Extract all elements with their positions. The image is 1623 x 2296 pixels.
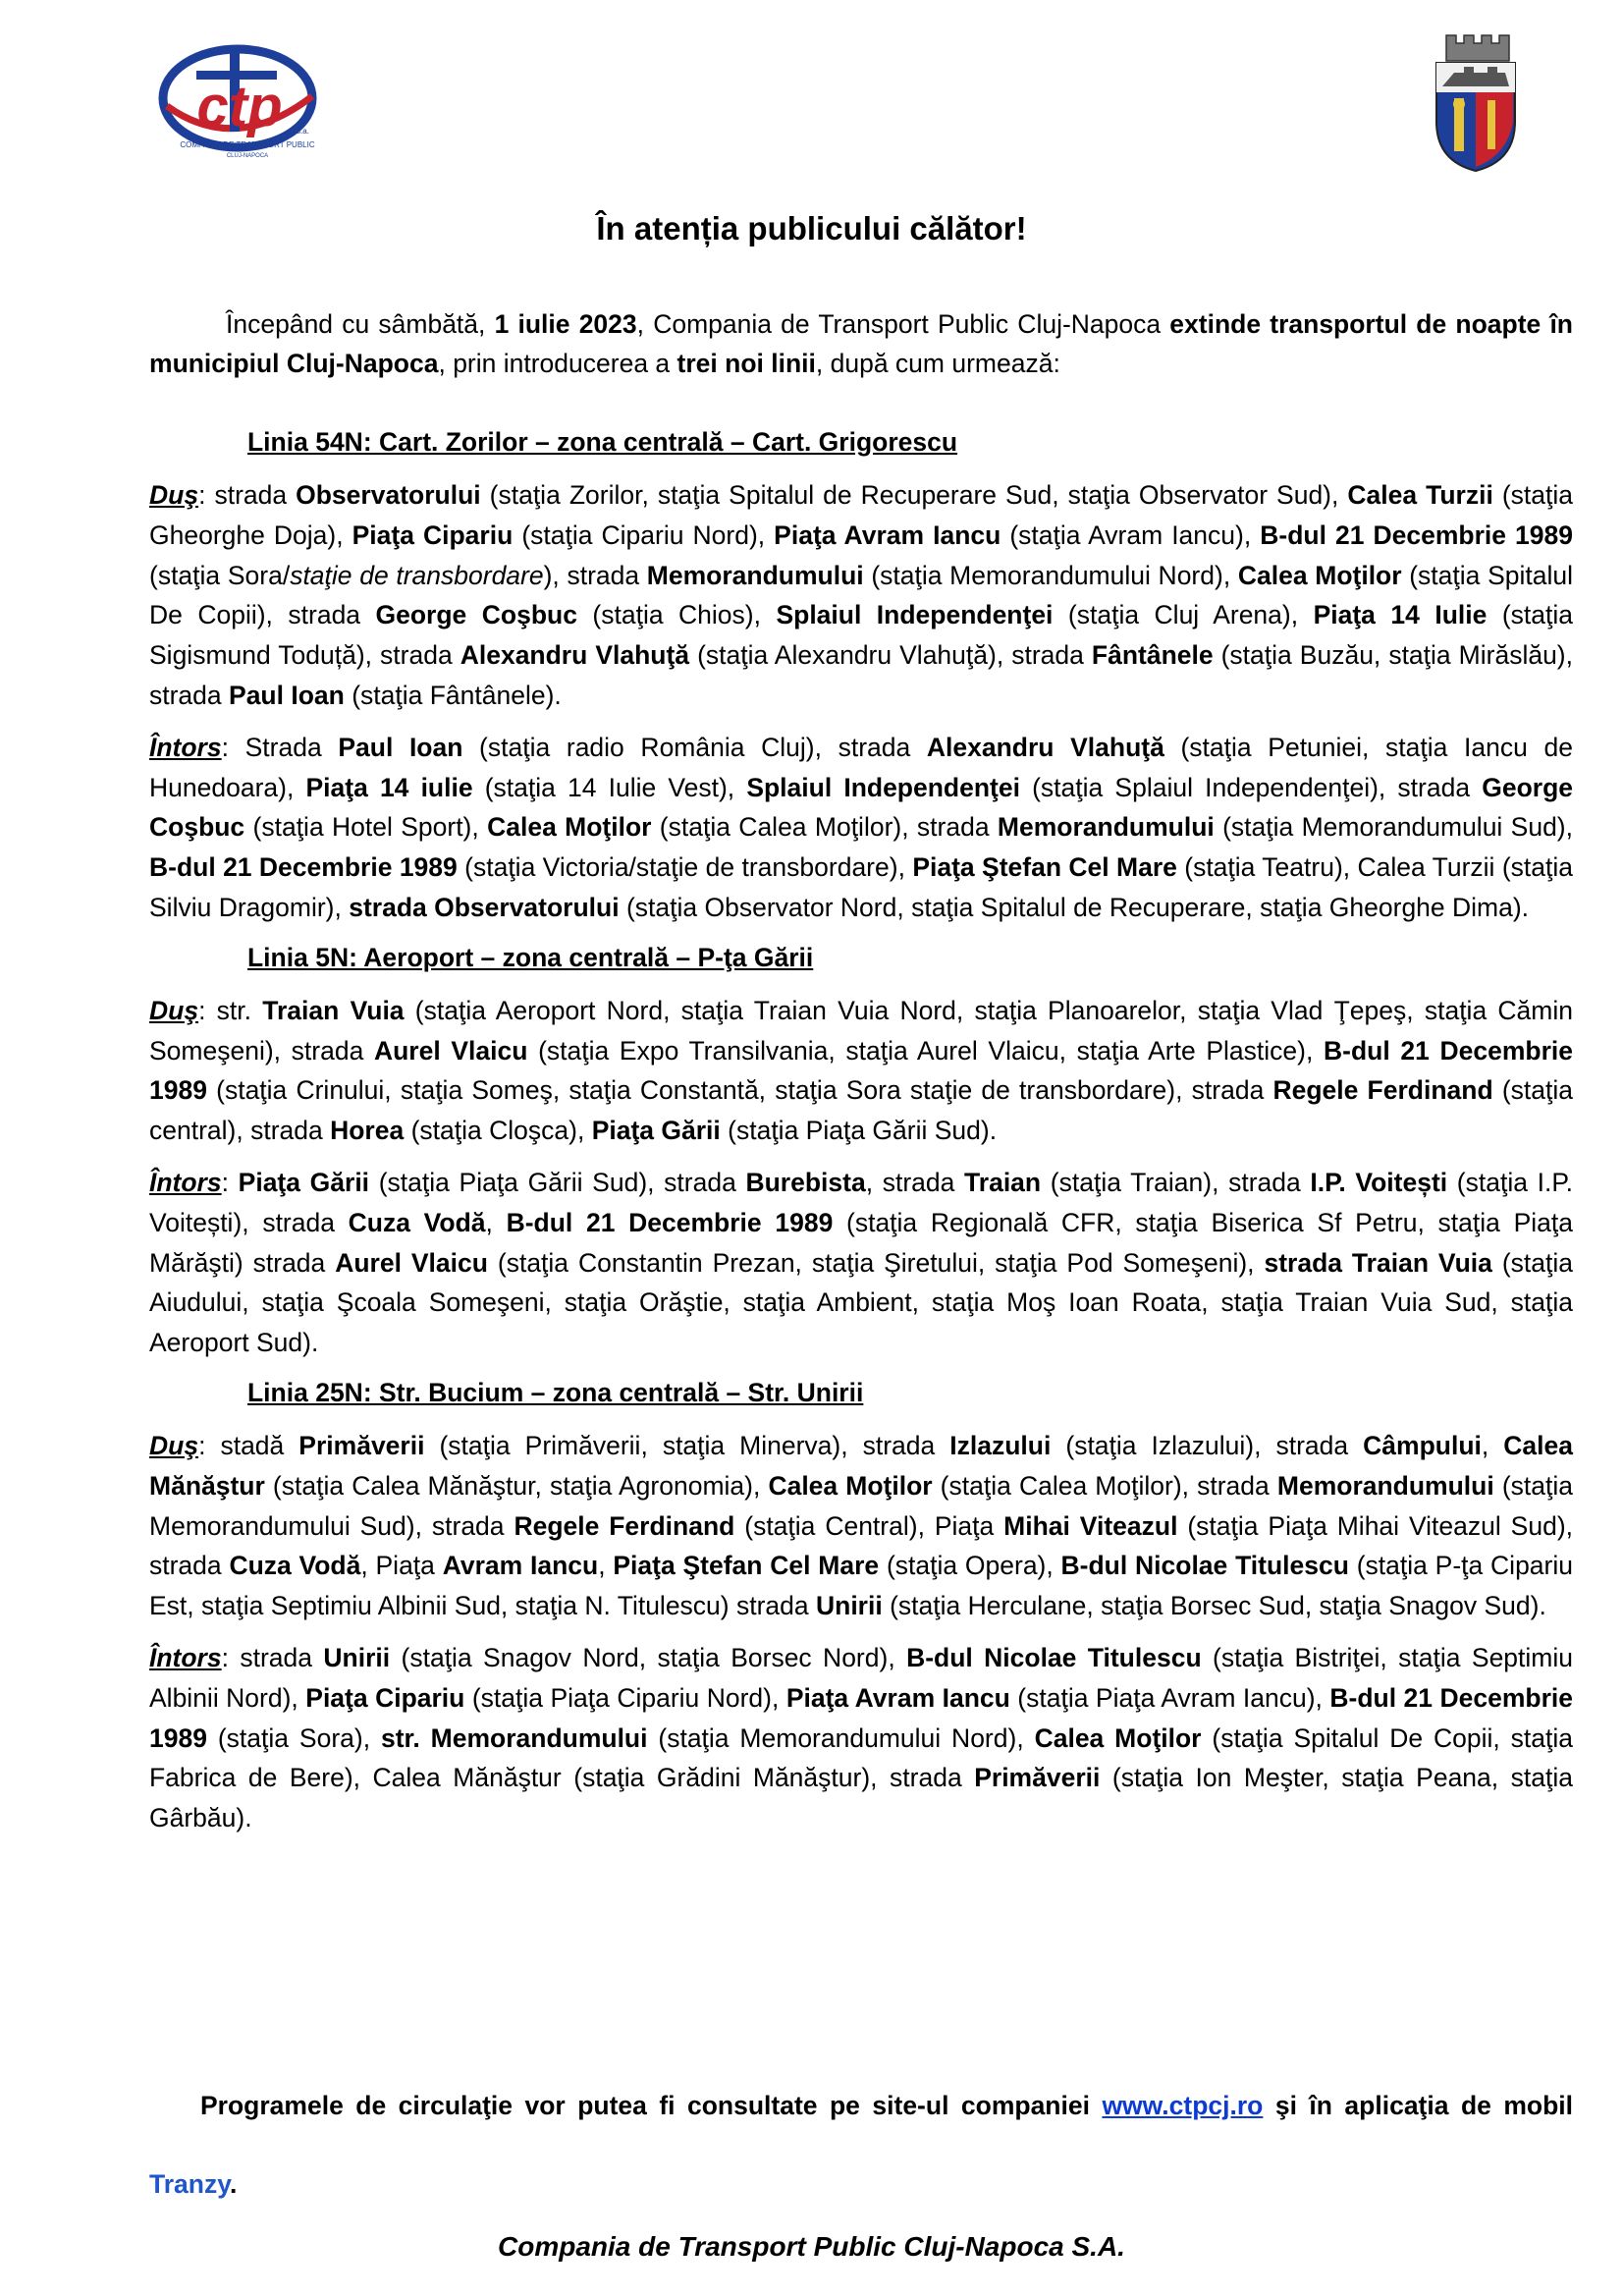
- text-run: (staţia Piaţa Gării Sud), strada: [369, 1167, 746, 1197]
- street-name: Piaţa Cipariu: [352, 519, 514, 550]
- text-run: (staţia Petuniei, staţia Iancu de Hunedoara),: [149, 732, 1573, 802]
- website-link[interactable]: www.ctpcj.ro: [1102, 2091, 1264, 2120]
- street-name: B-dul 21 Decembrie 1989: [1260, 519, 1573, 550]
- street-name: Izlazului: [949, 1430, 1052, 1460]
- street-name: Mihai Viteazul: [1003, 1510, 1178, 1541]
- svg-text:CLUJ-NAPOCA: CLUJ-NAPOCA: [226, 153, 269, 159]
- street-name: Traian Vuia: [262, 995, 405, 1025]
- text-run: (staţia Regională CFR, staţia Biserica Sf Petru, staţia Piaţa Mărăşti) strada: [149, 1207, 1573, 1278]
- text-run: (staţia Izlazului), strada: [1051, 1430, 1364, 1460]
- text-run: (staţia Cluj Arena),: [1053, 600, 1314, 630]
- text-run: (staţia Calea Moţilor), strada: [651, 812, 998, 843]
- street-name: Unirii: [323, 1642, 391, 1672]
- line-title: Linia 25N: Str. Bucium – zona centrală – Str. Unirii: [247, 1377, 864, 1407]
- text-run: (staţia Memorandumului Sud),: [1214, 812, 1573, 843]
- lines-section: [149, 422, 1573, 1848]
- text-run: (staţia Piaţa Avram Iancu),: [1009, 1682, 1330, 1713]
- text-run: (staţia Primăverii, staţia Minerva), strada: [424, 1430, 950, 1460]
- text-run: (staţia Constantin Prezan, staţia Şiretului, staţia Pod Someşeni),: [487, 1247, 1265, 1278]
- street-name: strada Traian Vuia: [1264, 1247, 1492, 1278]
- text-run: (staţia 14 Iulie Vest),: [472, 772, 747, 802]
- street-name: Calea Moţilor: [1237, 560, 1402, 590]
- text-run: (staţia Gheorghe Doja),: [149, 480, 1574, 550]
- street-name: Splaiul Independenţei: [746, 772, 1020, 802]
- street-name: Piaţa Ştefan Cel Mare: [613, 1551, 880, 1581]
- street-name: Horea: [330, 1116, 405, 1146]
- street-name: B-dul Nicolae Titulescu: [906, 1642, 1202, 1672]
- company-signature: Compania de Transport Public Cluj-Napoca S.A.: [498, 2231, 1125, 2262]
- text-run: (staţia Aeroport Nord, staţia Traian Vuia Nord, staţia Planoarelor, staţia Vlad Ţepeş, staţia Cămin Someşeni), strada: [149, 995, 1573, 1066]
- street-name: Avram Iancu: [442, 1551, 599, 1581]
- line-title: Linia 54N: Cart. Zorilor – zona centrală – Cart. Grigorescu: [247, 427, 958, 457]
- street-name: Alexandru Vlahuţă: [460, 640, 690, 671]
- text-run: (staţia Sora/: [149, 560, 291, 590]
- street-name: Primăverii: [298, 1430, 425, 1460]
- street-name: 1 iulie 2023: [494, 309, 637, 339]
- closing-text-end: .: [229, 2169, 238, 2199]
- svg-text:COMPANIA DE TRANSPORT PUBLIC: COMPANIA DE TRANSPORT PUBLIC: [180, 140, 315, 149]
- street-name: Piaţa 14 Iulie: [1313, 600, 1488, 630]
- street-name: Cuza Vodă: [348, 1207, 486, 1237]
- street-name: Primăverii: [974, 1763, 1101, 1793]
- street-name: Splaiul Independenţei: [776, 600, 1054, 630]
- text-run: (staţia Sora),: [206, 1722, 381, 1753]
- street-name: Calea Moţilor: [487, 812, 652, 843]
- street-name: Calea Moţilor: [1034, 1722, 1202, 1753]
- street-name: trei noi linii: [676, 349, 816, 378]
- street-name: George Coşbuc: [149, 772, 1574, 843]
- street-name: Cuza Vodă: [229, 1551, 361, 1581]
- street-name: Calea Mănăştur: [149, 1430, 1573, 1501]
- dus-label: Duş: [149, 1430, 199, 1460]
- intors-route-paragraph: [149, 1163, 1573, 1363]
- street-name: Burebista: [745, 1167, 866, 1197]
- street-name: B-dul Nicolae Titulescu: [1060, 1551, 1349, 1581]
- cluj-napoca-coat-of-arms-icon: [1429, 27, 1522, 175]
- street-name: B-dul 21 Decembrie 1989: [149, 852, 458, 883]
- street-name: Aurel Vlaicu: [373, 1035, 528, 1066]
- text-run: (staţia Piaţa Gării Sud).: [720, 1116, 998, 1146]
- text-run: (staţia Hotel Sport),: [244, 812, 488, 843]
- text-run: : strada: [221, 1642, 324, 1672]
- text-run: (staţia Calea Moţilor), strada: [932, 1470, 1277, 1501]
- page-title: În atenția publicului călător!: [596, 210, 1027, 246]
- text-run: (staţia Expo Transilvania, staţia Aurel Vlaicu, staţia Arte Plastice),: [527, 1035, 1324, 1066]
- dus-route-paragraph: [149, 1426, 1573, 1626]
- text-run: (staţia Bistriţei, staţia Septimiu Albinii Nord),: [149, 1642, 1573, 1713]
- street-name: Piaţa Avram Iancu: [774, 519, 1001, 550]
- intors-route-paragraph: [149, 728, 1573, 928]
- text-run: ,: [485, 1207, 507, 1237]
- street-name: Observatorului: [296, 480, 481, 510]
- text-run: (staţia Cipariu Nord),: [513, 519, 775, 550]
- text-run: (staţia P-ţa Cipariu Est, staţia Septimiu Albinii Sud, staţia N. Titulescu) strada: [149, 1551, 1573, 1621]
- street-name: Memorandumului: [646, 560, 864, 590]
- text-run: (staţia Victoria/staţie de transbordare),: [457, 852, 913, 883]
- text-run: ,: [1481, 1430, 1504, 1460]
- closing-text-before: Programele de circulaţie vor putea fi consultate pe site-ul companiei: [200, 2091, 1103, 2120]
- text-run: (staţia Zorilor, staţia Spitalul de Recuperare Sud, staţia Observator Sud),: [480, 480, 1348, 510]
- street-name: str. Memorandumului: [380, 1722, 648, 1753]
- text-run: (staţia Fântânele).: [344, 680, 562, 710]
- text-run: (staţia radio România Cluj), strada: [462, 732, 927, 762]
- intors-label: Întors: [149, 1167, 222, 1197]
- text-run: : Strada: [221, 732, 339, 762]
- text-run: (staţia Sigismund Toduță), strada: [149, 600, 1573, 671]
- street-name: Calea Moţilor: [768, 1470, 933, 1501]
- text-run: Începând cu sâmbătă,: [226, 309, 495, 339]
- dus-label: Duş: [149, 995, 199, 1025]
- street-name: Piaţa Avram Iancu: [785, 1682, 1010, 1713]
- street-name: Alexandru Vlahuţă: [926, 732, 1164, 762]
- text-run: (staţia Opera),: [879, 1551, 1061, 1581]
- text-run: , prin introducerea a: [438, 349, 677, 378]
- text-run: , după cum urmează:: [815, 349, 1060, 378]
- street-name: Câmpului: [1363, 1430, 1482, 1460]
- street-name: Aurel Vlaicu: [335, 1247, 488, 1278]
- street-name: Calea Turzii: [1347, 480, 1493, 510]
- dus-route-paragraph: [149, 991, 1573, 1151]
- svg-text:s.a.: s.a.: [297, 127, 309, 136]
- text-run: staţie de transbordare: [290, 560, 544, 590]
- text-run: ), strada: [543, 560, 647, 590]
- street-name: strada Observatorului: [349, 892, 620, 922]
- text-run: (staţia Piaţa Mihai Viteazul Sud), strada: [149, 1510, 1574, 1581]
- intors-label: Întors: [149, 1642, 222, 1672]
- street-name: Piaţa Cipariu: [305, 1682, 465, 1713]
- street-name: Memorandumului: [997, 812, 1215, 843]
- dus-route-paragraph: [149, 475, 1573, 716]
- text-run: (staţia Memorandumului Nord),: [863, 560, 1238, 590]
- text-run: ,: [598, 1551, 614, 1581]
- text-run: (staţia Calea Mănăştur, staţia Agronomia),: [264, 1470, 769, 1501]
- street-name: B-dul 21 Decembrie 1989: [506, 1207, 834, 1237]
- street-name: B-dul 21 Decembrie 1989: [149, 1682, 1573, 1753]
- text-run: (staţia Buzău, staţia Mirăslău), strada: [149, 640, 1573, 710]
- street-name: B-dul 21 Decembrie 1989: [149, 1035, 1573, 1106]
- text-run: (staţia Memorandumului Nord),: [647, 1722, 1035, 1753]
- street-name: Piaţa Ştefan Cel Mare: [912, 852, 1177, 883]
- text-run: (staţia Chios),: [576, 600, 777, 630]
- text-run: (staţia Crinului, staţia Someş, staţia Constantă, staţia Sora staţie de transbordare), strada: [206, 1075, 1273, 1106]
- intors-label: Întors: [149, 732, 222, 762]
- text-run: (staţia Teatru), Calea Turzii (staţia Silviu Dragomir),: [149, 852, 1573, 922]
- street-name: Traian: [964, 1167, 1042, 1197]
- text-run: (staţia Cloşca),: [404, 1116, 592, 1146]
- svg-text:ctp: ctp: [196, 75, 283, 138]
- text-run: (staţia Aiudului, staţia Şcoala Someşeni, staţia Orăştie, staţia Ambient, staţia Moş Ioan Roata, staţia Traian Vuia Sud, staţia Aeroport Sud).: [149, 1247, 1574, 1358]
- text-run: : stadă: [198, 1430, 299, 1460]
- text-run: : str.: [198, 995, 263, 1025]
- intors-route-paragraph: [149, 1638, 1573, 1838]
- closing-text-middle: şi în aplicaţia de mobil: [1263, 2091, 1573, 2120]
- text-run: (staţia Snagov Nord, staţia Borsec Nord),: [390, 1642, 907, 1672]
- street-name: Regele Ferdinand: [1272, 1075, 1493, 1106]
- street-name: Unirii: [816, 1591, 883, 1621]
- text-run: , Piaţa: [360, 1551, 443, 1581]
- intro-paragraph: [149, 304, 1573, 383]
- text-run: (staţia Spitalul De Copii, staţia Fabrica de Bere), Calea Mănăştur (staţia Grădini Mănăştur), strada: [149, 1722, 1574, 1793]
- text-run: (staţia Spitalul De Copii), strada: [149, 560, 1573, 630]
- text-run: (staţia Traian), strada: [1041, 1167, 1311, 1197]
- street-name: Regele Ferdinand: [514, 1510, 735, 1541]
- text-run: (staţia Central), Piaţa: [734, 1510, 1004, 1541]
- text-run: :: [221, 1167, 239, 1197]
- text-run: (staţia Alexandru Vlahuţă), strada: [689, 640, 1092, 671]
- text-run: (staţia Memorandumului Sud), strada: [149, 1470, 1573, 1541]
- street-name: extinde transportul de noapte în municipiul Cluj-Napoca: [149, 309, 1573, 378]
- text-run: , strada: [865, 1167, 965, 1197]
- text-run: (staţia Herculane, staţia Borsec Sud, staţia Snagov Sud).: [882, 1591, 1546, 1621]
- street-name: Memorandumului: [1276, 1470, 1494, 1501]
- text-run: (staţia Avram Iancu),: [1001, 519, 1261, 550]
- text-run: (staţia Splaiul Independenţei), strada: [1019, 772, 1483, 802]
- street-name: Paul Ioan: [338, 732, 463, 762]
- street-name: Fântânele: [1091, 640, 1214, 671]
- ctp-logo-icon: [157, 37, 324, 165]
- tranzy-app-name[interactable]: Tranzy: [149, 2169, 230, 2199]
- street-name: Piaţa Gării: [238, 1167, 370, 1197]
- text-run: , Compania de Transport Public Cluj-Napoca: [636, 309, 1170, 339]
- text-run: (staţia central), strada: [149, 1075, 1573, 1146]
- street-name: George Coşbuc: [375, 600, 577, 630]
- text-run: (staţia I.P. Voitești), strada: [149, 1167, 1573, 1237]
- closing-paragraph: [149, 2066, 1573, 2223]
- street-name: I.P. Voitești: [1310, 1167, 1448, 1197]
- text-run: : strada: [198, 480, 297, 510]
- text-run: (staţia Observator Nord, staţia Spitalul de Recuperare, staţia Gheorghe Dima).: [619, 892, 1530, 922]
- line-title: Linia 5N: Aeroport – zona centrală – P-ţa Gării: [247, 942, 814, 972]
- street-name: Piaţa Gării: [591, 1116, 721, 1146]
- street-name: Piaţa 14 iulie: [305, 772, 473, 802]
- dus-label: Duş: [149, 480, 199, 510]
- text-run: (staţia Ion Meşter, staţia Peana, staţia Gârbău).: [149, 1763, 1573, 1833]
- street-name: Paul Ioan: [229, 680, 345, 710]
- text-run: (staţia Piaţa Cipariu Nord),: [464, 1682, 786, 1713]
